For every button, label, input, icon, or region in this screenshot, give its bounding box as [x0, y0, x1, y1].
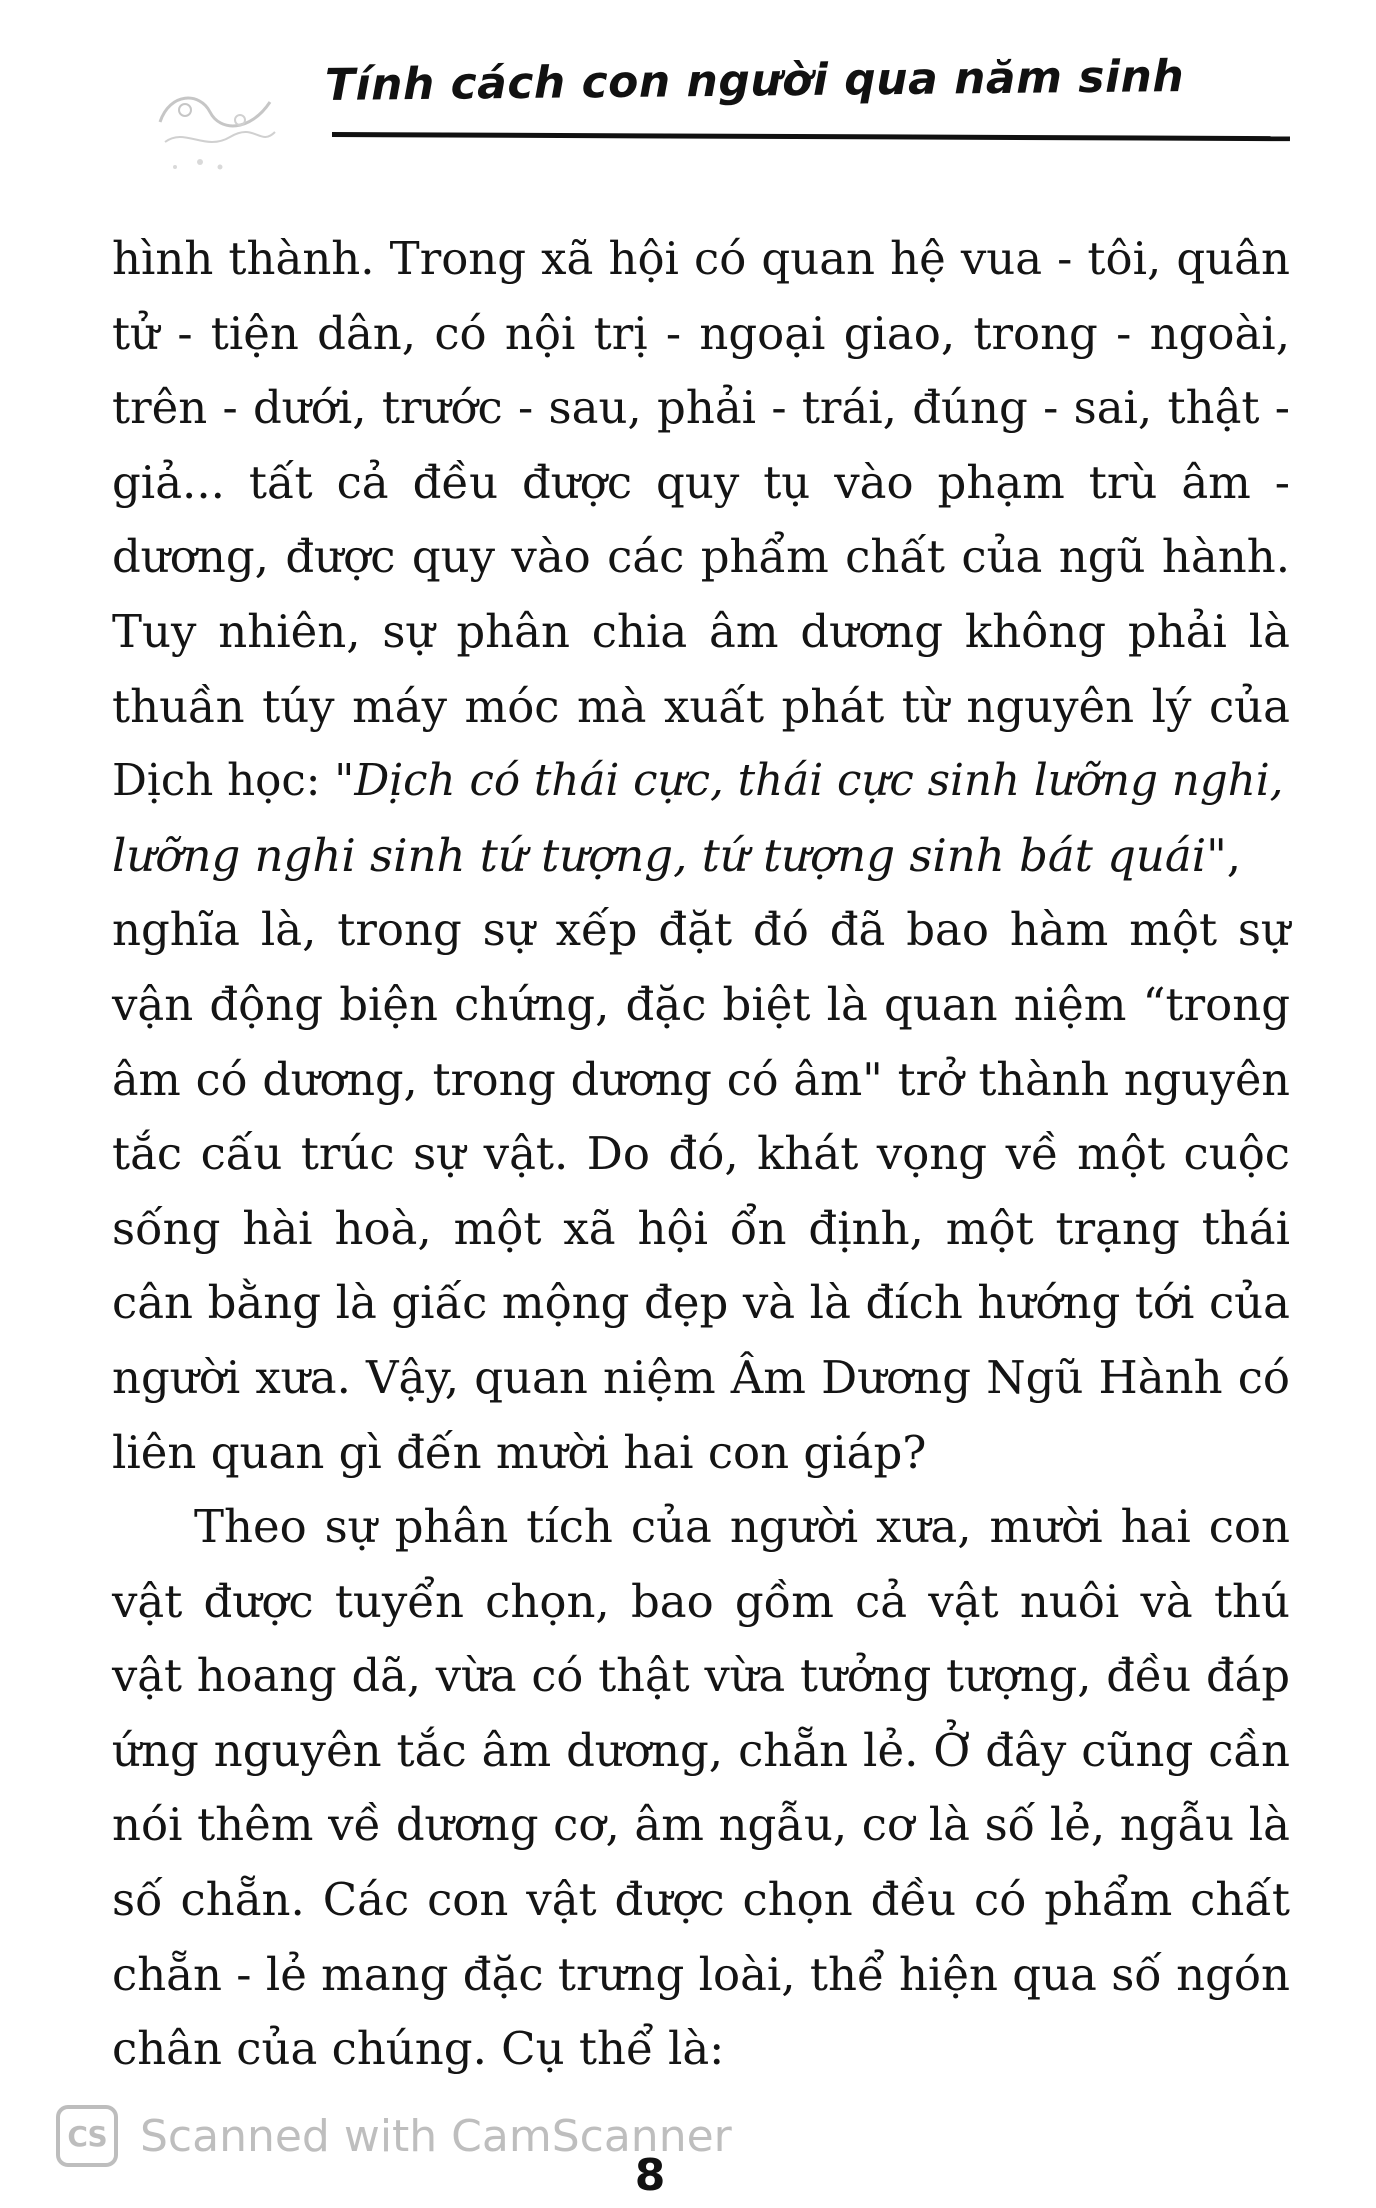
text-line: sống hài hoà, một xã hội ổn định, một trạng thái [112, 1201, 1290, 1255]
text-line: âm có dương, trong dương có âm" trở thành nguyên [112, 1053, 1290, 1106]
quote-italic-text: lưỡng nghi sinh tứ tượng, tứ tượng sinh bát quái [112, 828, 1207, 882]
quote-suffix: ", [1206, 828, 1242, 882]
text-line: liên quan gì đến mười hai con giáp? [112, 1425, 927, 1479]
quote-line [112, 819, 1290, 894]
text-line: Tuy nhiên, sự phân chia âm dương không phải là [112, 604, 1290, 658]
text-line: trên - dưới, trước - sau, phải - trái, đúng - sai, thật - [112, 381, 1290, 435]
header-rule [332, 132, 1290, 141]
text-line: hình thành. Trong xã hội có quan hệ vua - tôi, quân [112, 232, 1290, 285]
text-line: vận động biện chứng, đặc biệt là quan niệm “trong [112, 977, 1290, 1031]
text-line: tắc cấu trúc sự vật. Do đó, khát vọng về một cuộc [112, 1127, 1290, 1181]
page-number: 8 [634, 2150, 666, 2201]
paragraph-start-line: Theo sự phân tích của người xưa, mười hai con [194, 1500, 1290, 1554]
text-line: chẵn - lẻ mang đặc trưng loài, thể hiện qua số ngón [112, 1947, 1290, 2001]
body-text [112, 222, 1290, 2087]
text-line: vật hoang dã, vừa có thật vừa tưởng tượng, đều đáp [112, 1649, 1290, 1703]
text-line: nói thêm về dương cơ, âm ngẫu, cơ là số lẻ, ngẫu là [112, 1798, 1290, 1852]
text-line: thuần túy máy móc mà xuất phát từ nguyên lý của [112, 679, 1290, 733]
quote-line [112, 744, 1290, 819]
running-header-title: Tính cách con người qua năm sinh [324, 51, 1185, 111]
camscanner-logo-icon: CS [56, 2105, 118, 2167]
text-line: dương, được quy vào các phẩm chất của ngũ hành. [112, 530, 1290, 584]
text-line: chân của chúng. Cụ thể là: [112, 2022, 725, 2076]
text-line: tử - tiện dân, có nội trị - ngoại giao, trong - ngoài, [112, 306, 1290, 360]
text-line: vật được tuyển chọn, bao gồm cả vật nuôi và thú [112, 1574, 1290, 1628]
text-line: giả... tất cả đều được quy tụ vào phạm trù âm - [112, 455, 1290, 509]
decorative-flourish-icon [140, 62, 290, 182]
text-line: người xưa. Vậy, quan niệm Âm Dương Ngũ Hành có [112, 1350, 1290, 1404]
scanner-watermark-text: Scanned with CamScanner [140, 2110, 732, 2162]
text-line: ứng nguyên tắc âm dương, chẵn lẻ. Ở đây cũng cần [112, 1723, 1290, 1777]
text-line: nghĩa là, trong sự xếp đặt đó đã bao hàm một sự [112, 903, 1290, 957]
quote-italic-text: Dịch có thái cực, thái cực sinh lưỡng nghi, [354, 756, 1284, 807]
text-line: số chẵn. Các con vật được chọn đều có phẩm chất [112, 1873, 1290, 1927]
quote-prefix: Dịch học: " [112, 756, 355, 807]
text-line: cân bằng là giấc mộng đẹp và là đích hướng tới của [112, 1276, 1290, 1330]
